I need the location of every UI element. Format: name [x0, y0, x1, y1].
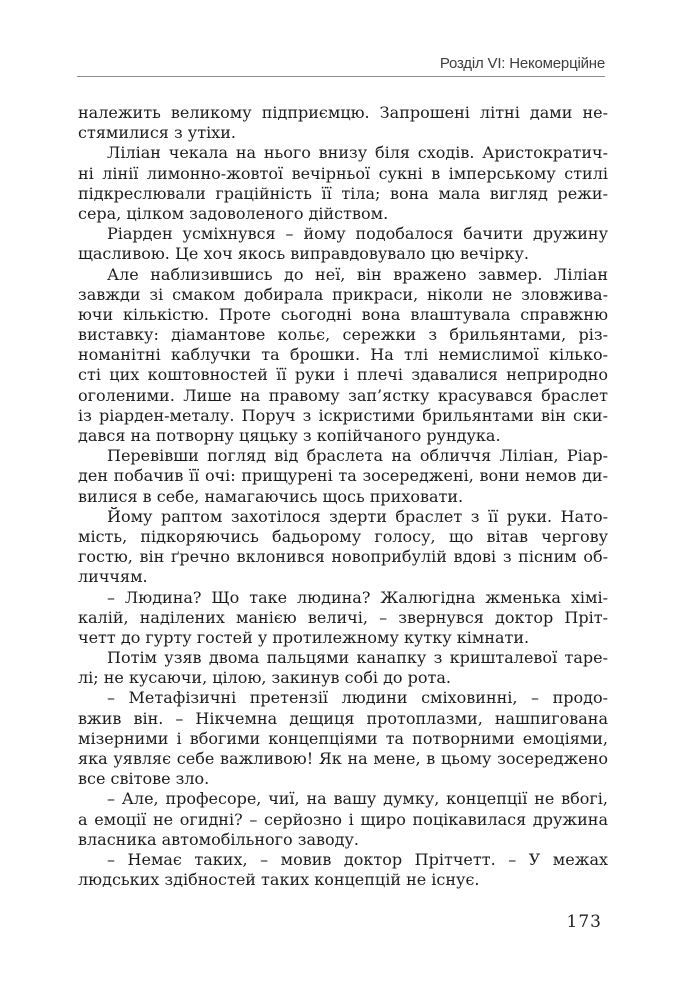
text-line: стямилися з утіхи. — [78, 123, 236, 143]
text-line: ден побачив її очі: прищурені та зосереджені, вони немов ди- — [78, 466, 608, 486]
text-line: виставку: діамантове кольє, сережки з брильянтами, різ- — [78, 325, 608, 345]
paragraph — [78, 103, 608, 143]
text-line: – Людина? Що таке людина? Жалюгідна жменька хімі- — [107, 587, 608, 607]
paragraph — [78, 143, 608, 224]
text-line: яка уявляє себе важливою! Як на мене, в цьому зосереджено — [78, 749, 608, 768]
paragraph — [78, 224, 608, 264]
text-line: номанітні каблучки та брошки. На тлі немислимої кілько- — [78, 345, 608, 365]
text-line: Йому раптом захотілося здерти браслет з її руки. Нато- — [107, 506, 608, 526]
text-line: все світове зло. — [78, 769, 210, 789]
text-line: а емоції не огидні? – серйозно і щиро поцікавилася дружина — [78, 809, 608, 829]
text-line: Потім узяв двома пальцями канапку з кришталевої таре- — [107, 648, 608, 668]
header-rule — [77, 76, 605, 77]
text-line: Ріарден усміхнувся – йому подобалося бачити дружину — [107, 224, 608, 244]
paragraph — [78, 507, 608, 588]
text-line: – Але, професоре, чиї, на вашу думку, концепції не вбогі, — [107, 789, 608, 809]
text-line: ючи кількістю. Проте сьогодні вона влаштувала справжню — [78, 304, 608, 324]
paragraph — [78, 850, 608, 890]
text-line: личчям. — [78, 567, 148, 587]
text-line: – Метафізичні претензії людини сміховинні, – продо- — [107, 688, 608, 708]
text-line: ні лінії лимонно-жовтої вечірньої сукні в імперському стилі — [78, 163, 608, 183]
text-line: щасливою. Це хоч якось виправдовувало цю вечірку. — [78, 244, 529, 264]
text-line: Але наблизившись до неї, він вражено завмер. Ліліан — [107, 264, 608, 284]
text-line: четт до гурту гостей у протилежному кутку кімнати. — [78, 627, 530, 647]
text-line: вилися в себе, намагаючись щось приховати. — [78, 486, 464, 506]
paragraph — [78, 688, 608, 789]
paragraph — [78, 588, 608, 649]
text-line: мізерними і вбогими концепціями та потворними емоціями, — [78, 728, 608, 748]
text-line: сті цих коштовностей її руки і плечі здавалися неприродно — [78, 365, 608, 385]
text-line: оголеними. Лише на правому зап’ястку красувався браслет — [78, 385, 608, 405]
text-line: завжди зі смаком добирала прикраси, ніколи не зловжива- — [78, 284, 608, 304]
paragraph — [78, 446, 608, 507]
body-text — [78, 103, 608, 890]
text-line: із ріарден-металу. Поруч з іскристими брильянтами він ски- — [78, 405, 608, 425]
paragraph — [78, 789, 608, 850]
text-line: підкреслювали граційність її тіла; вона мала вигляд режи- — [78, 183, 608, 203]
text-line: вжив він. – Нікчемна дещиця протоплазми, нашпигована — [78, 708, 608, 728]
text-line: людських здібностей таких концепцій не існує. — [78, 870, 480, 890]
text-line: – Немає таких, – мовив доктор Прітчетт. – У межах — [107, 849, 608, 869]
text-line: належить великому підприємцю. Запрошені літні дами не- — [78, 103, 608, 122]
text-line: дався на потворну цяцьку з копійчаного рундука. — [78, 426, 501, 445]
paragraph — [78, 648, 608, 688]
text-line: калій, наділених манією величі, – звернувся доктор Пріт- — [78, 607, 608, 627]
text-line: сера, цілком задоволеного дійством. — [78, 203, 389, 223]
running-header: Розділ VI: Некомерційне — [439, 55, 605, 72]
text-line: гостю, він ґречно вклонився новоприбулій вдові з пісним об- — [78, 547, 608, 567]
page-number: 173 — [566, 912, 602, 932]
text-line: лі; не кусаючи, цілою, закинув собі до рота. — [78, 668, 451, 688]
text-line: власника автомобільного заводу. — [78, 829, 360, 849]
text-line: Перевівши погляд від браслета на обличчя Ліліан, Ріар- — [107, 446, 608, 466]
text-line: Ліліан чекала на нього внизу біля сходів. Аристократич- — [107, 143, 608, 163]
text-line: мість, підкоряючись бадьорому голосу, що вітав чергову — [78, 526, 608, 546]
paragraph — [78, 265, 608, 447]
